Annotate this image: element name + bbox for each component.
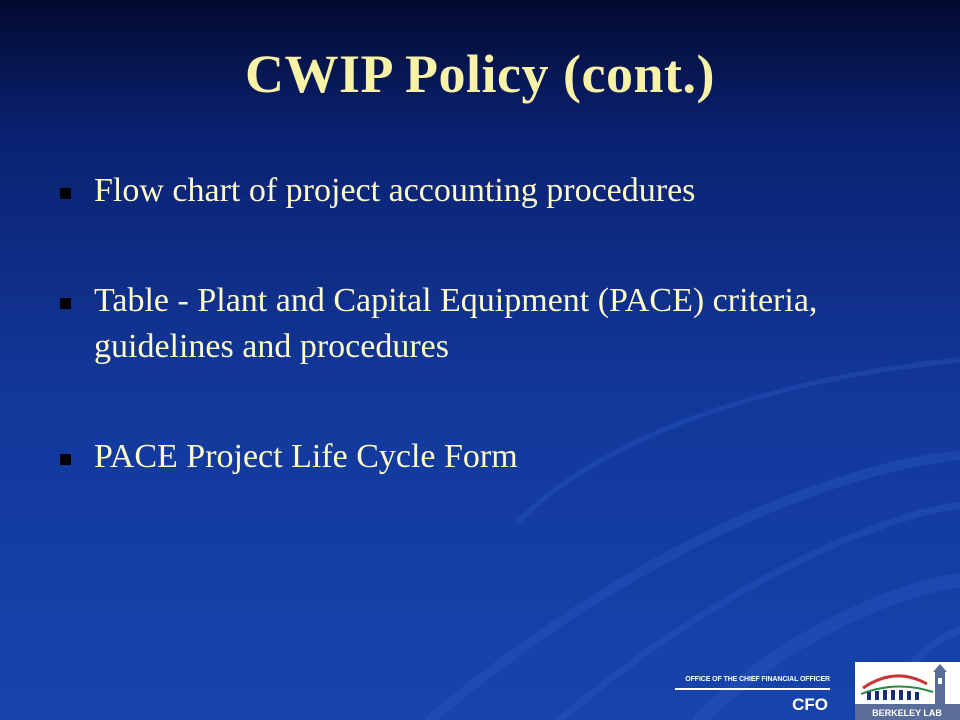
slide-title: CWIP Policy (cont.) [245, 44, 715, 104]
square-bullet-icon [60, 454, 71, 465]
bullet-text: Flow chart of project accounting procedures [94, 172, 696, 209]
berkeley-lab-logo [855, 662, 960, 720]
footer-divider [675, 688, 830, 690]
square-bullet-icon [60, 298, 71, 309]
office-label: OFFICE OF THE CHIEF FINANCIAL OFFICER [685, 676, 830, 683]
bullet-text: PACE Project Life Cycle Form [94, 438, 518, 475]
bullet-text: Table - Plant and Capital Equipment (PACE) criteria, guidelines and procedures [94, 282, 818, 365]
cfo-label: CFO [792, 695, 828, 714]
bullet-item [60, 168, 880, 214]
bullet-list [60, 168, 880, 544]
square-bullet-icon [60, 188, 71, 199]
logo-text: BERKELEY LAB [872, 708, 942, 718]
bullet-item [60, 434, 880, 480]
bullet-item [60, 278, 880, 370]
